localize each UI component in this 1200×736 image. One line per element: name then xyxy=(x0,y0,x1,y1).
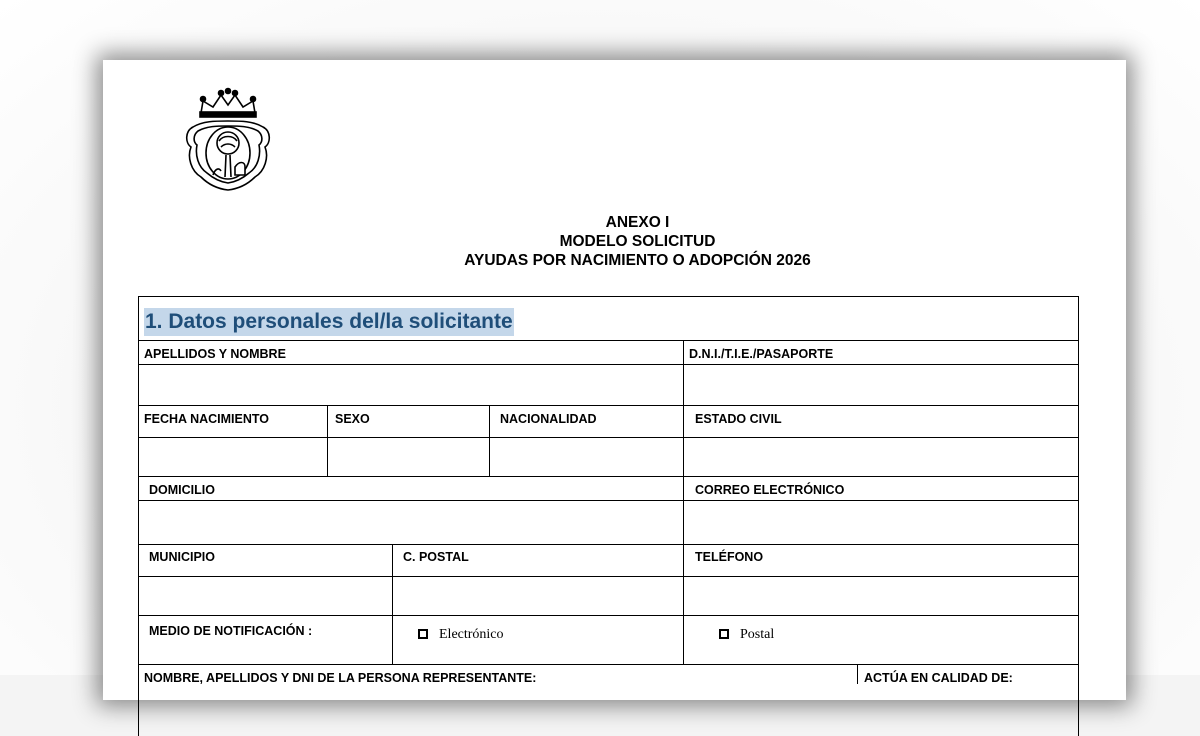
label-representante: NOMBRE, APELLIDOS Y DNI DE LA PERSONA REPRESENTANTE: xyxy=(144,671,537,685)
label-apellidos-nombre: APELLIDOS Y NOMBRE xyxy=(144,347,286,361)
heading-model: MODELO SOLICITUD xyxy=(559,233,716,250)
heading-subject: AYUDAS POR NACIMIENTO O ADOPCIÓN 2026 xyxy=(464,252,811,269)
applicant-form-table xyxy=(138,296,1079,736)
label-telefono: TELÉFONO xyxy=(695,550,764,564)
label-fecha-nacimiento: FECHA NACIMIENTO xyxy=(144,412,269,426)
label-estado-civil: ESTADO CIVIL xyxy=(695,412,782,426)
municipal-coat-of-arms-icon xyxy=(183,87,273,193)
document-heading xyxy=(103,213,1172,270)
checkbox-icon[interactable] xyxy=(418,629,428,639)
option-postal: Postal xyxy=(740,627,775,642)
document-page xyxy=(103,60,1126,700)
label-correo: CORREO ELECTRÓNICO xyxy=(695,483,845,497)
label-actua-calidad: ACTÚA EN CALIDAD DE: xyxy=(864,671,1013,685)
label-domicilio: DOMICILIO xyxy=(149,483,215,497)
label-sexo: SEXO xyxy=(335,412,370,426)
label-nacionalidad: NACIONALIDAD xyxy=(500,412,597,426)
heading-annex: ANEXO I xyxy=(605,214,670,231)
label-municipio: MUNICIPIO xyxy=(149,550,215,564)
label-dni: D.N.I./T.I.E./PASAPORTE xyxy=(689,347,834,361)
checkbox-icon[interactable] xyxy=(719,629,729,639)
label-c-postal: C. POSTAL xyxy=(403,550,469,564)
section-title: 1. Datos personales del/la solicitante xyxy=(144,308,514,336)
option-electronico: Electrónico xyxy=(439,627,504,642)
label-medio-notificacion: MEDIO DE NOTIFICACIÓN : xyxy=(149,624,313,638)
